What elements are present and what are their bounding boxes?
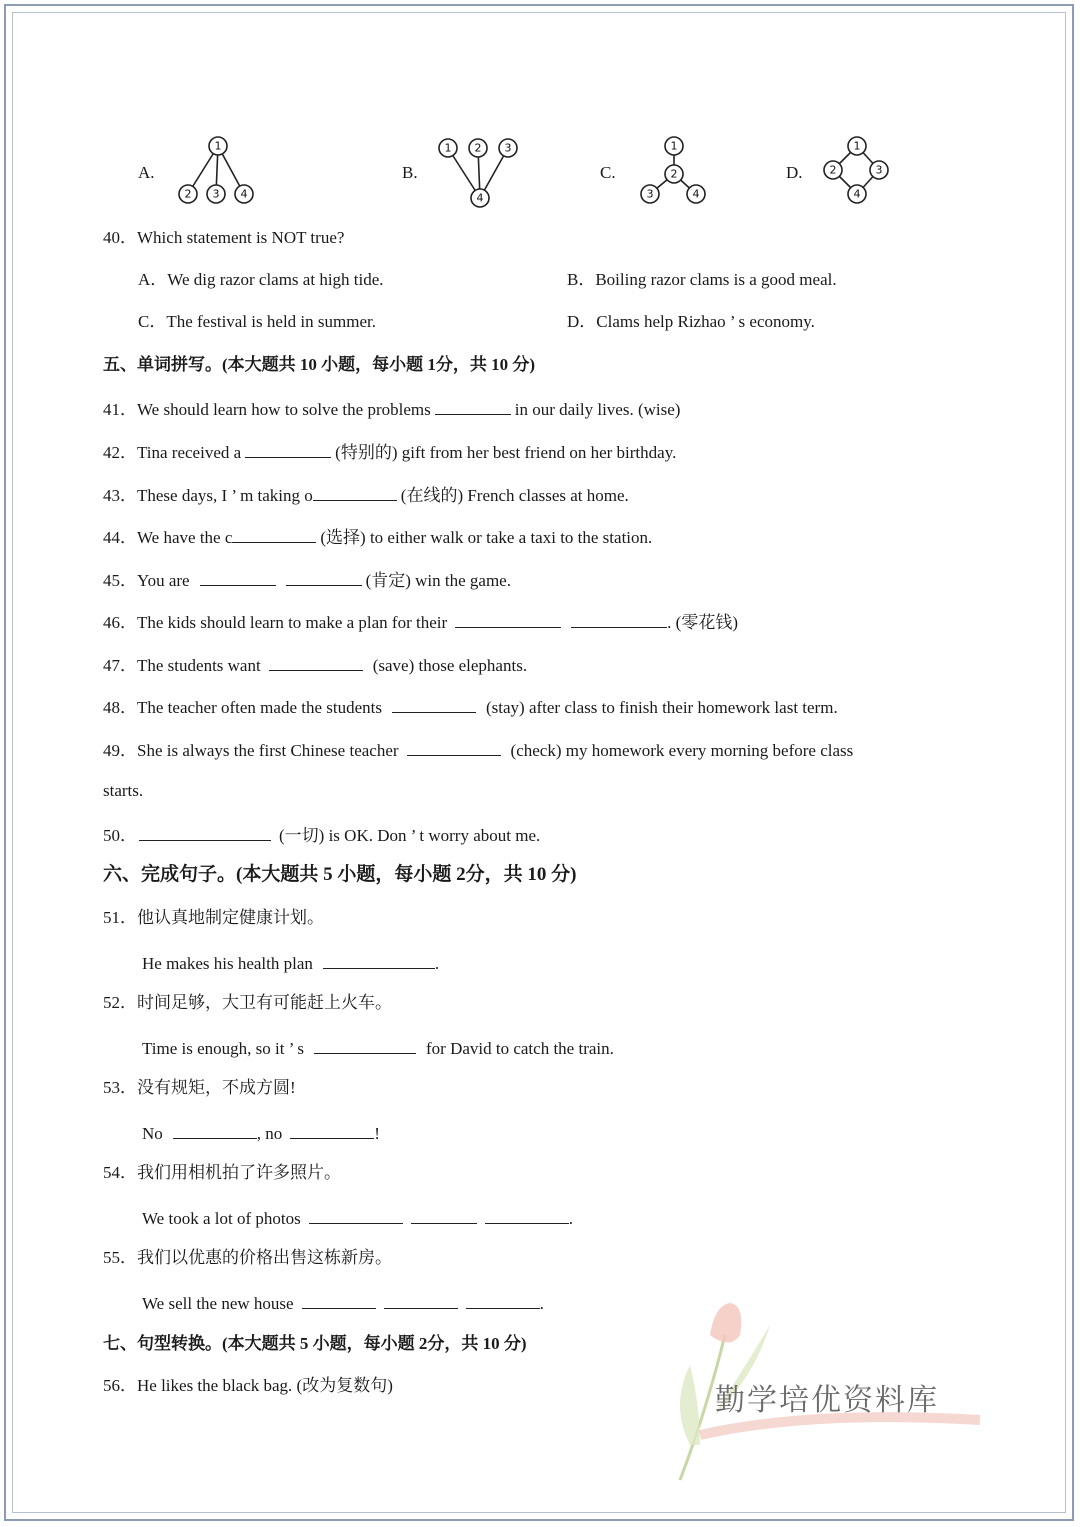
- svg-text:1: 1: [444, 141, 452, 155]
- answer-blank[interactable]: [313, 482, 397, 501]
- svg-text:4: 4: [692, 187, 700, 201]
- answer-blank[interactable]: [435, 396, 511, 415]
- answer-blank[interactable]: [309, 1205, 403, 1224]
- question-45: 45．You are (肯定) win the game.: [103, 567, 511, 592]
- question-52-english: Time is enough, so it ’ s for David to catch the train.: [142, 1035, 614, 1060]
- svg-text:1: 1: [670, 139, 678, 153]
- question-42: 42．Tina received a (特别的) gift from her best friend on her birthday.: [103, 439, 676, 464]
- question-44: 44．We have the c (选择) to either walk or take a taxi to the station.: [103, 524, 652, 549]
- question-48: 48．The teacher often made the students (stay) after class to finish their homework last term.: [103, 694, 838, 719]
- option-a-label: A.: [138, 163, 155, 182]
- tree-diagram-c: [632, 134, 716, 212]
- question-55-chinese: 55．我们以优惠的价格出售这栋新房。: [103, 1248, 392, 1267]
- answer-blank[interactable]: [302, 1290, 376, 1309]
- tree-diagram-b: [432, 134, 528, 214]
- watermark-logo: [660, 1295, 990, 1495]
- option-d-label: D.: [786, 163, 803, 182]
- answer-blank[interactable]: [286, 567, 362, 586]
- answer-blank[interactable]: [571, 609, 667, 628]
- section-5-title: 五、单词拼写。(本大题共 10 小题，每小题 1分，共 10 分): [103, 355, 536, 374]
- answer-blank[interactable]: [384, 1290, 458, 1309]
- svg-text:1: 1: [214, 139, 222, 153]
- answer-blank[interactable]: [323, 950, 435, 969]
- svg-text:3: 3: [646, 187, 654, 201]
- question-40: [103, 227, 344, 249]
- answer-blank[interactable]: [245, 439, 331, 458]
- section-6-title: 六、完成句子。(本大题共 5 小题，每小题 2分，共 10 分): [103, 864, 577, 885]
- svg-text:1: 1: [853, 139, 861, 153]
- question-56: 56．He likes the black bag. (改为复数句): [103, 1376, 393, 1395]
- question-52-chinese: 52．时间足够，大卫有可能赶上火车。: [103, 993, 392, 1012]
- question-49: 49．She is always the first Chinese teacher (check) my homework every morning before class: [103, 737, 853, 762]
- svg-text:3: 3: [875, 163, 883, 177]
- answer-blank[interactable]: [407, 737, 501, 756]
- svg-text:4: 4: [853, 187, 861, 201]
- q40-option-d: D．Clams help Rizhao ’ s economy.: [567, 312, 815, 331]
- question-53-chinese: 53．没有规矩，不成方圆!: [103, 1078, 296, 1097]
- tree-diagram-a: [172, 134, 262, 212]
- question-number: 40．: [103, 228, 137, 247]
- svg-text:3: 3: [504, 141, 512, 155]
- svg-text:4: 4: [476, 191, 484, 205]
- question-54-english: We took a lot of photos .: [142, 1205, 573, 1230]
- svg-text:2: 2: [670, 167, 678, 181]
- answer-blank[interactable]: [455, 609, 561, 628]
- answer-blank[interactable]: [139, 822, 271, 841]
- tree-diagram-d: [815, 132, 897, 212]
- question-51-chinese: 51．他认真地制定健康计划。: [103, 908, 324, 927]
- answer-blank[interactable]: [290, 1120, 374, 1139]
- option-c-label: C.: [600, 163, 616, 182]
- svg-text:2: 2: [829, 163, 837, 177]
- answer-blank[interactable]: [232, 524, 316, 543]
- svg-text:2: 2: [184, 187, 192, 201]
- question-43: 43．These days, I ’ m taking o (在线的) French classes at home.: [103, 482, 629, 507]
- answer-blank[interactable]: [314, 1035, 416, 1054]
- question-stem: Which statement is NOT true?: [137, 228, 345, 247]
- answer-blank[interactable]: [200, 567, 276, 586]
- answer-blank[interactable]: [173, 1120, 257, 1139]
- answer-blank[interactable]: [392, 694, 476, 713]
- q40-option-c: C．The festival is held in summer.: [138, 312, 376, 331]
- answer-blank[interactable]: [466, 1290, 540, 1309]
- section-7-title: 七、句型转换。(本大题共 5 小题，每小题 2分，共 10 分): [103, 1334, 527, 1353]
- answer-blank[interactable]: [411, 1205, 477, 1224]
- question-55-english: We sell the new house .: [142, 1290, 544, 1315]
- watermark-text: 勤学培优资料库: [715, 1383, 939, 1418]
- svg-text:4: 4: [240, 187, 248, 201]
- question-49-continued: starts.: [103, 781, 144, 800]
- question-50: 50． (一切) is OK. Don ’ t worry about me.: [103, 822, 540, 847]
- question-41: 41．We should learn how to solve the problems in our daily lives. (wise): [103, 396, 680, 421]
- question-53-english: No , no !: [142, 1120, 380, 1145]
- q40-option-a: A．We dig razor clams at high tide.: [138, 270, 384, 289]
- svg-text:3: 3: [212, 187, 220, 201]
- svg-text:2: 2: [474, 141, 482, 155]
- answer-blank[interactable]: [485, 1205, 569, 1224]
- q40-option-b: B．Boiling razor clams is a good meal.: [567, 270, 837, 289]
- option-b-label: B.: [402, 163, 418, 182]
- question-54-chinese: 54．我们用相机拍了许多照片。: [103, 1163, 341, 1182]
- question-47: 47．The students want (save) those elephants.: [103, 652, 527, 677]
- question-46: 46．The kids should learn to make a plan for their . (零花钱): [103, 609, 738, 634]
- question-51-english: He makes his health plan .: [142, 950, 439, 975]
- answer-blank[interactable]: [269, 652, 363, 671]
